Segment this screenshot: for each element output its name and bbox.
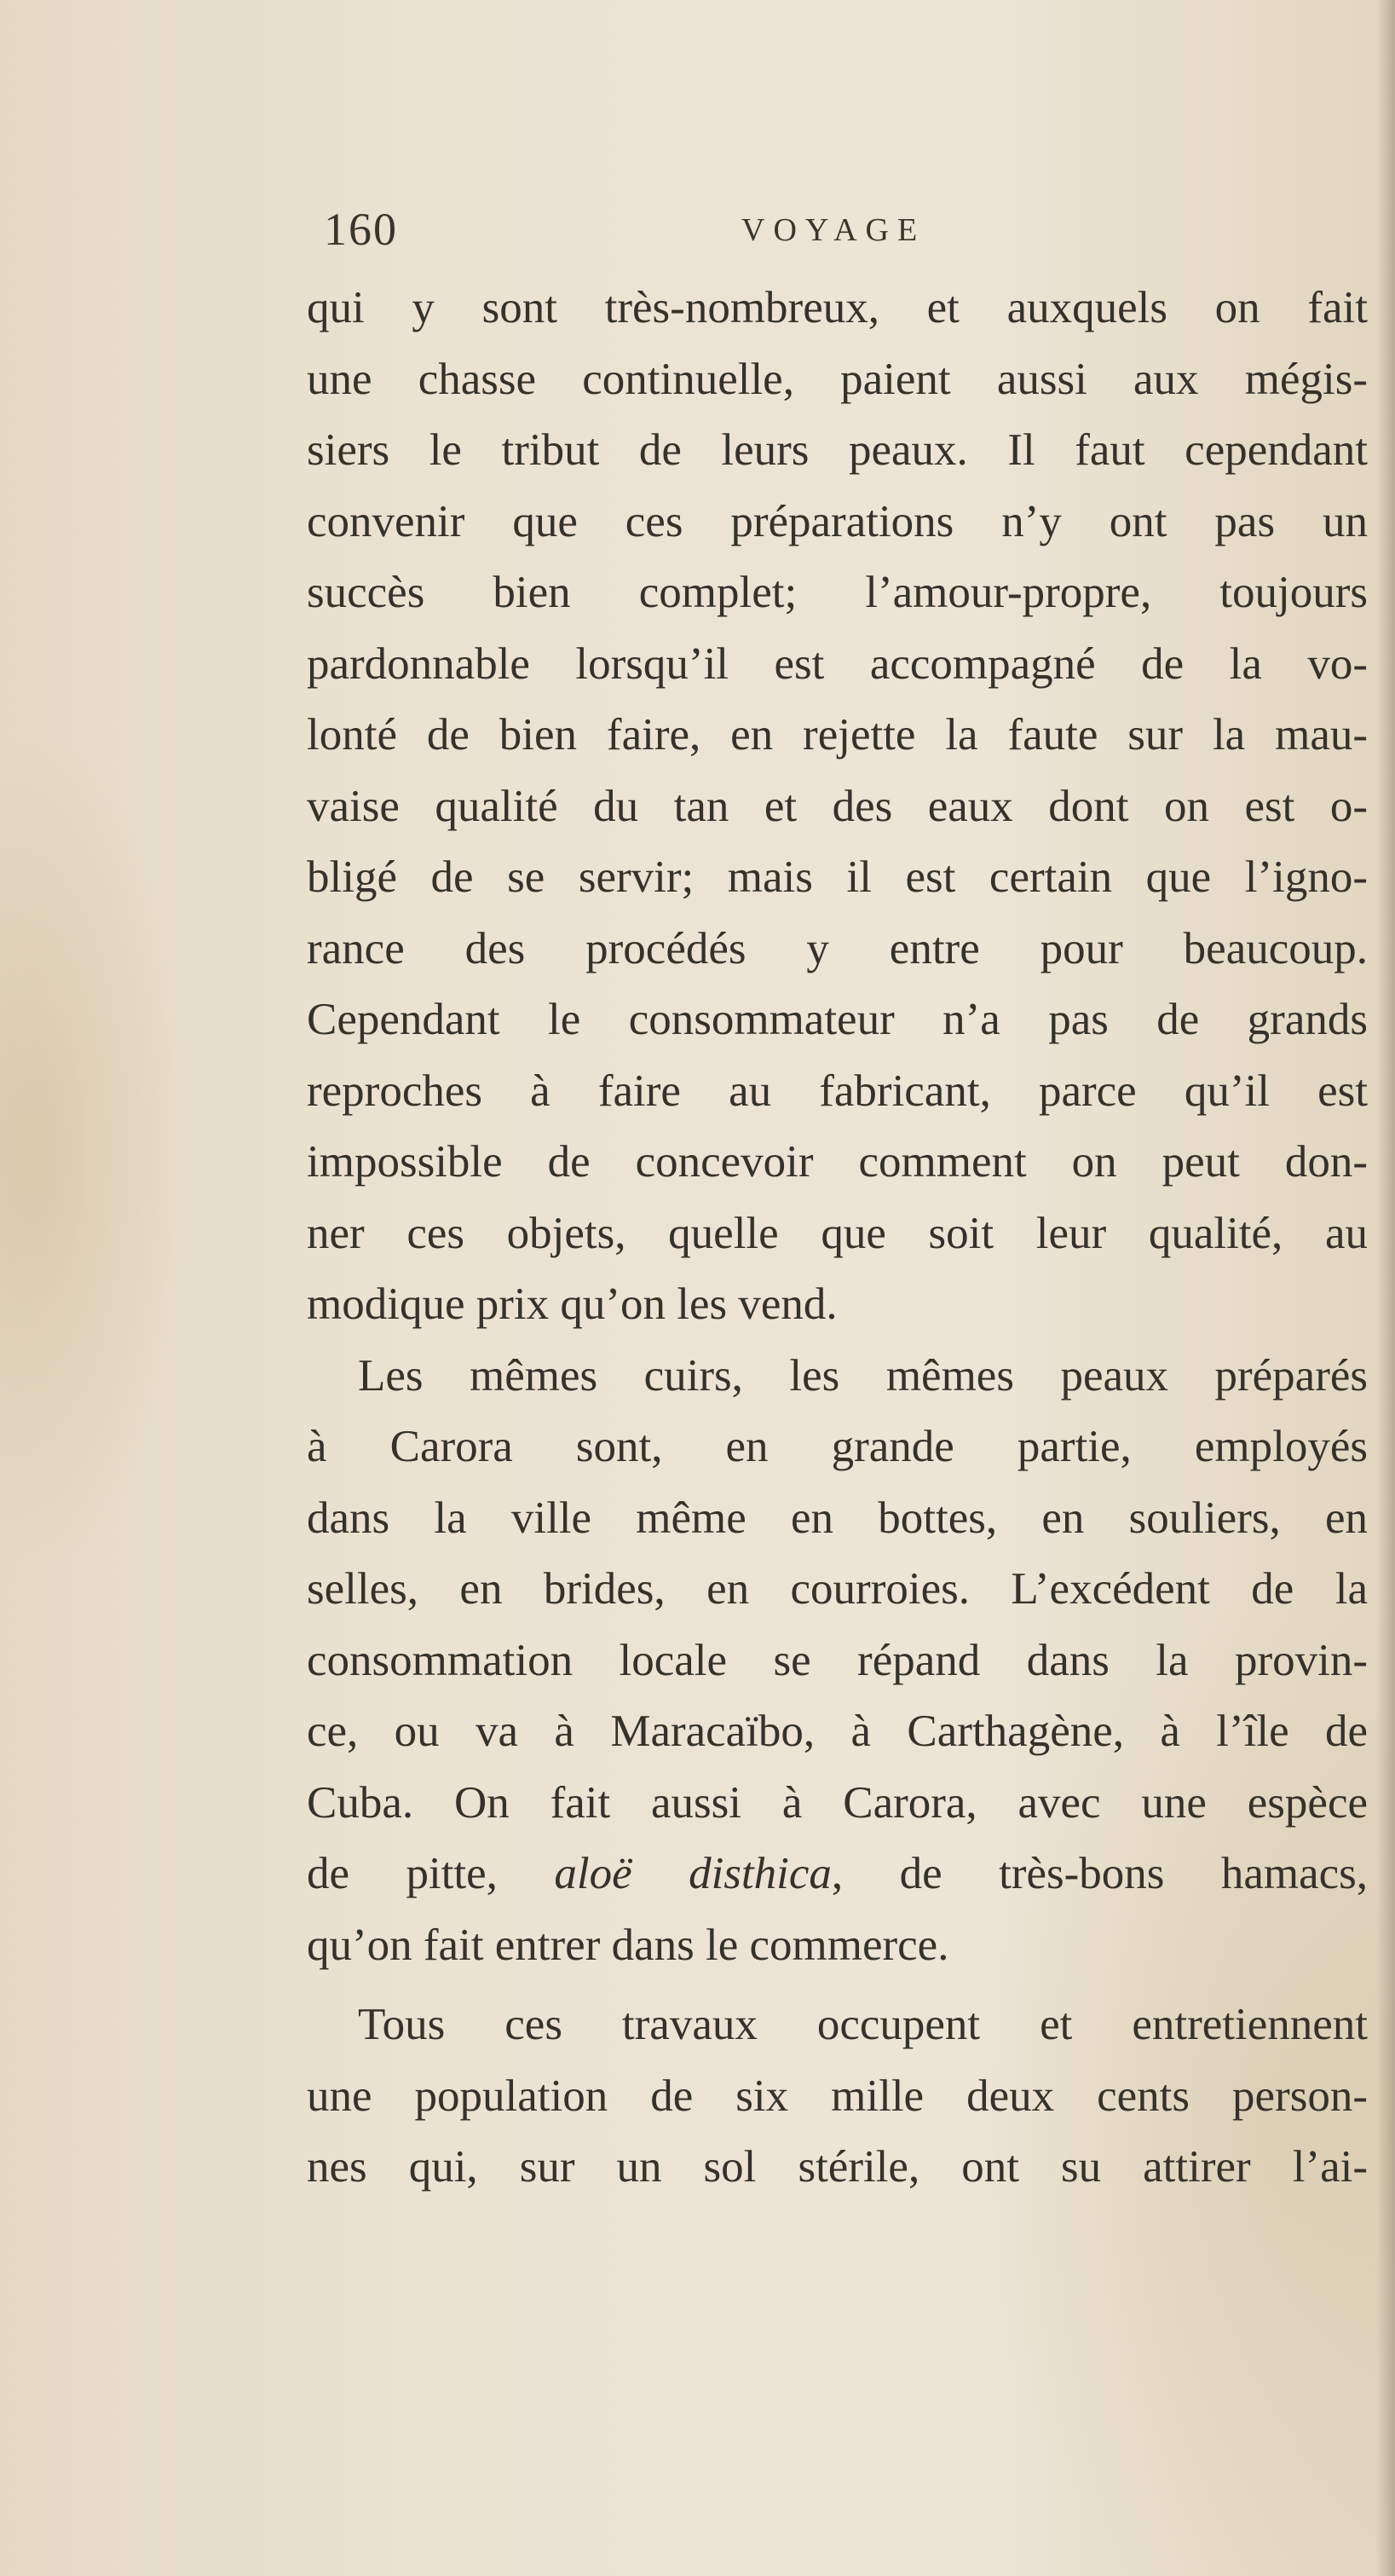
- text-line: modique prix qu’on les vend.: [307, 1279, 838, 1329]
- text-line: rance des procédés y entre pour beaucoup.: [307, 923, 1368, 973]
- text-line: ner ces objets, quelle que soit leur qualité, au: [307, 1208, 1368, 1258]
- text-line: siers le tribut de leurs peaux. Il faut cependant: [307, 425, 1368, 475]
- text-line: convenir que ces préparations n’y ont pas un: [307, 496, 1368, 546]
- text-line: Tous ces travaux occupent et entretiennent: [358, 2000, 1368, 2049]
- text-line: Cuba. On fait aussi à Carora, avec une espèce: [307, 1777, 1368, 1828]
- text-line: une chasse continuelle, paient aussi aux mégis-: [307, 354, 1368, 404]
- paragraph-2: [307, 1341, 1368, 1982]
- text-line: pardonnable lorsqu’il est accompagné de la vo-: [307, 638, 1368, 689]
- paragraph-gap: [307, 1981, 1368, 1990]
- text-line: succès bien complet; l’amour-propre, toujours: [307, 568, 1368, 617]
- text-line: qui y sont très-nombreux, et auxquels on fait: [307, 283, 1368, 332]
- text-line: à Carora sont, en grande partie, employés: [307, 1422, 1368, 1471]
- text-line: selles, en brides, en courroies. L’excédent de la: [307, 1564, 1368, 1614]
- page-number: 160: [324, 204, 398, 255]
- running-title: VOYAGE: [741, 212, 926, 248]
- text-line: dans la ville même en bottes, en souliers, en: [307, 1493, 1368, 1543]
- text-line: Cependant le consommateur n’a pas de grands: [307, 995, 1368, 1044]
- paragraph-3: [307, 1990, 1368, 2203]
- italic-term: aloë disthica: [554, 1849, 832, 1898]
- text-line: reproches à faire au fabricant, parce qu’il est: [307, 1066, 1368, 1116]
- text-line: impossible de concevoir comment on peut don-: [307, 1137, 1368, 1187]
- paragraph-1: [307, 273, 1368, 1341]
- text-line: qu’on fait entrer dans le commerce.: [307, 1920, 949, 1970]
- text-line: nes qui, sur un sol stérile, ont su attirer l’ai-: [307, 2142, 1368, 2192]
- text-line: bligé de se servir; mais il est certain que l’igno-: [307, 852, 1368, 902]
- text-segment: , de très-bons hamacs,: [831, 1849, 1368, 1898]
- text-line: lonté de bien faire, en rejette la faute sur la mau-: [307, 710, 1368, 760]
- running-head: [324, 203, 1372, 271]
- text-line: une population de six mille deux cents person-: [307, 2071, 1368, 2121]
- text-line-with-italic: [307, 1839, 1368, 1910]
- body-text: [307, 273, 1368, 2203]
- page-gutter-shadow: [1376, 0, 1395, 2576]
- text-line: ce, ou va à Maracaïbo, à Carthagène, à l’île de: [307, 1707, 1368, 1756]
- text-line: Les mêmes cuirs, les mêmes peaux préparés: [358, 1350, 1368, 1401]
- text-line: vaise qualité du tan et des eaux dont on est o-: [307, 781, 1368, 831]
- text-line: consommation locale se répand dans la provin-: [307, 1635, 1368, 1685]
- text-segment: de pitte,: [307, 1849, 555, 1898]
